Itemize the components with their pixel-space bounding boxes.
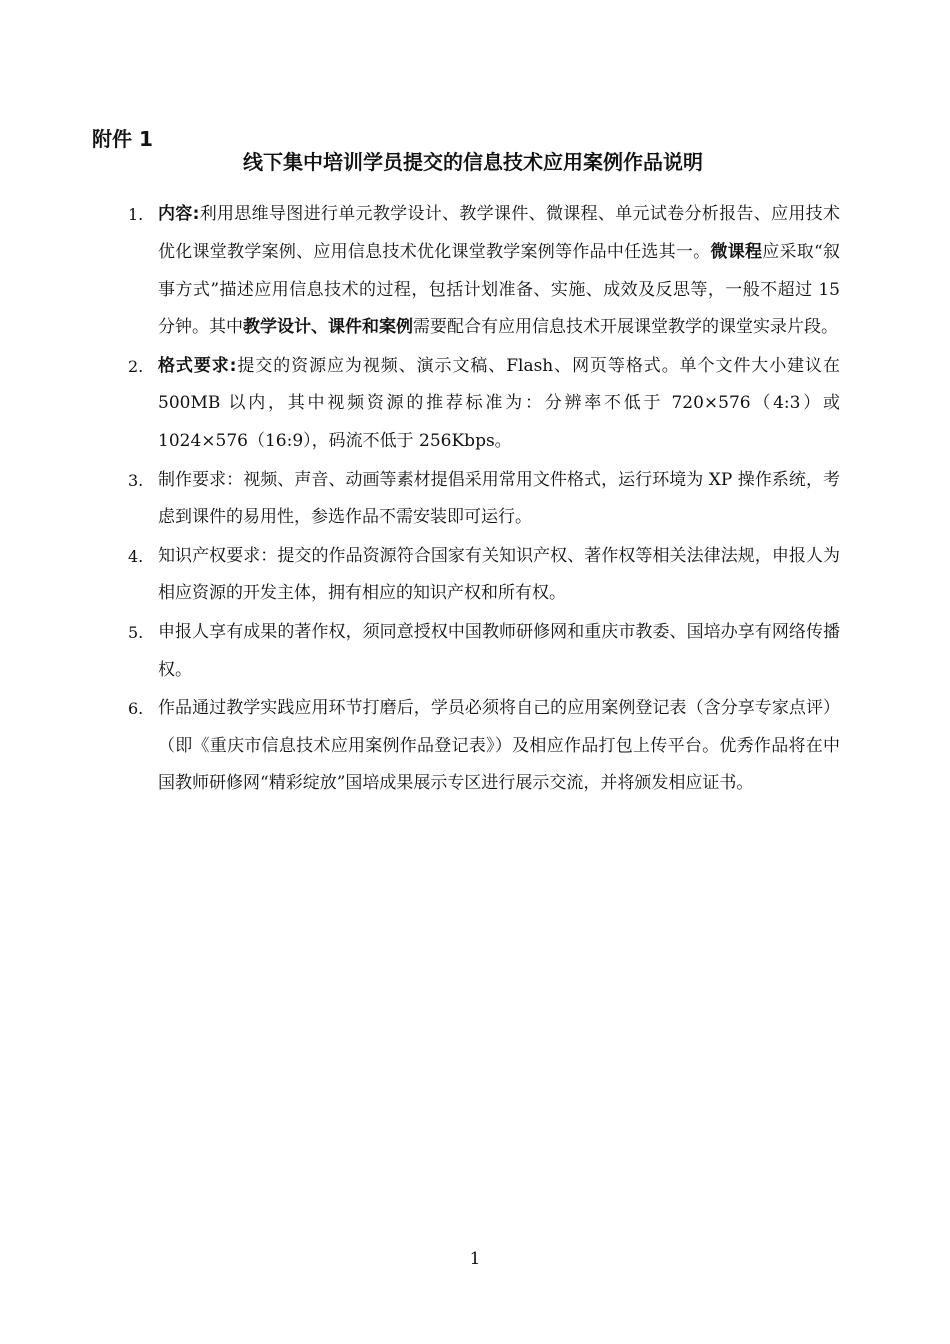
item-text: 作品通过教学实践应用环节打磨后，学员必须将自己的应用案例登记表（含分享专家点评）（即《重庆市信息技术应用案例作品登记表》）及相应作品打包上传平台。优秀作品将在中国教师研修网“精彩绽放”国培成果展示专区进行展示交流，并将颁发相应证书。 <box>158 697 840 794</box>
item-text: 申报人享有成果的著作权，须同意授权中国教师研修网和重庆市教委、国培办享有网络传播权。 <box>158 621 840 680</box>
page-number: 1 <box>469 1249 481 1269</box>
item-text: 知识产权要求：提交的作品资源符合国家有关知识产权、著作权等相关法律法规，申报人为相应资源的开发主体，拥有相应的知识产权和所有权。 <box>158 545 840 604</box>
attachment-label: 附件 1 <box>92 127 153 151</box>
item-text: 制作要求：视频、声音、动画等素材提倡采用常用文件格式，运行环境为 XP 操作系统，考虑到课件的易用性，参选作品不需安装即可运行。 <box>158 469 840 528</box>
list-item-format <box>120 348 840 461</box>
list-number: 4. <box>128 546 144 566</box>
requirements-list <box>120 196 840 804</box>
list-item-production <box>120 462 840 538</box>
item-emphasis: 微课程 <box>710 241 763 262</box>
item-label: 格式要求: <box>158 355 237 376</box>
item-text: 利用思维导图进行单元教学设计、教学课件、微课程、单元试卷分析报告、应用技术优化课堂教学案例、应用信息技术优化课堂教学案例等作品中任选其一。 <box>158 204 840 262</box>
list-number: 6. <box>128 698 144 718</box>
document-title <box>0 148 950 176</box>
item-text: 需要配合有应用信息技术开展课堂教学的课堂实录片段。 <box>413 317 838 338</box>
item-label: 内容: <box>158 204 200 224</box>
item-text: 提交的资源应为视频、演示文稿、Flash、网页等格式。单个文件大小建议在 500MB 以内，其中视频资源的推荐标准为：分辨率不低于 720×576（4:3）或 1024×576（16:9），码流不低于 256Kbps。 <box>158 355 840 452</box>
list-item-copyright <box>120 614 840 690</box>
list-number: 2. <box>128 356 144 376</box>
list-item-ip <box>120 538 840 614</box>
list-item-upload <box>120 690 840 803</box>
item-emphasis: 教学设计、课件和案例 <box>243 317 413 338</box>
document-title-text: 线下集中培训学员提交的信息技术应用案例作品说明 <box>243 150 703 174</box>
list-number: 1. <box>128 205 144 224</box>
list-item-content <box>120 196 840 347</box>
list-number: 5. <box>128 622 144 642</box>
list-number: 3. <box>128 470 144 490</box>
item-text: 应采取“叙事方式”描述应用信息技术的过程，包括计划准备、实施、成效及反思等，一般不超过 15 分钟。其中 <box>158 241 840 338</box>
